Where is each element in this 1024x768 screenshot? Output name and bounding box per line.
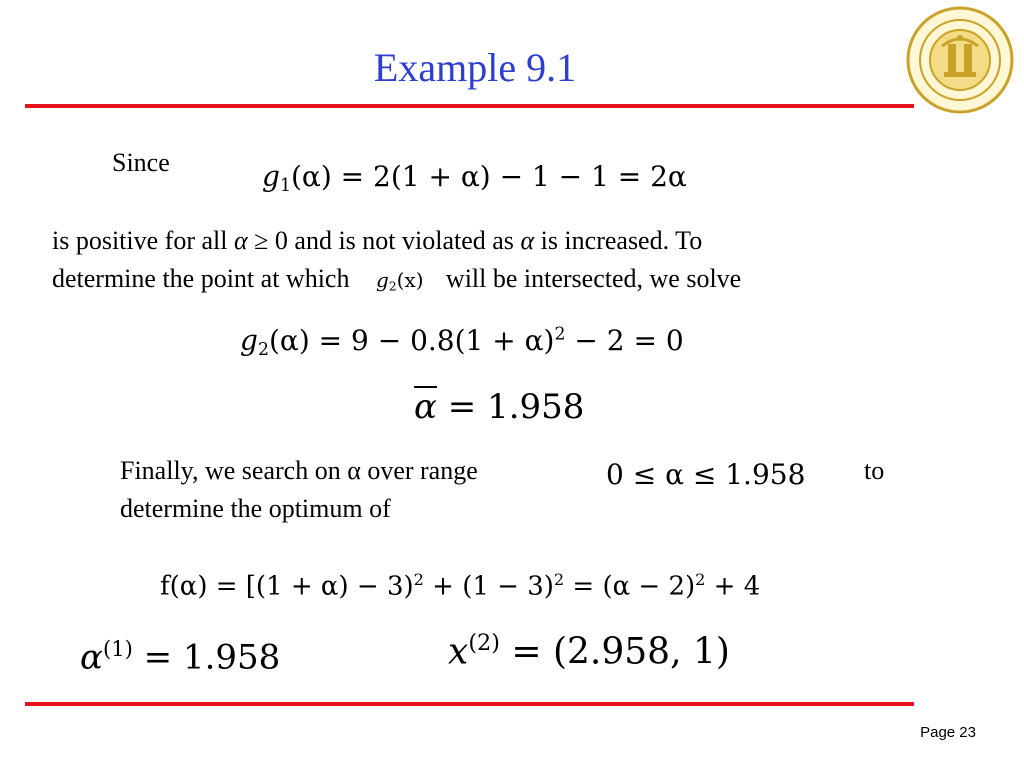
equation-f: $f(\alpha) = [(1 + \alpha) - 3)^2 + (1 - 3)^2 = (\alpha - 2)^2 + 4$	[160, 570, 761, 602]
paragraph-line-2: determine the point at which $g_2(x)$ will be intersected, we solve	[52, 264, 742, 294]
paragraph2-line-2: determine the optimum of	[120, 494, 391, 523]
paragraph2-line-1: Finally, we search on α over range	[120, 456, 478, 485]
equation-g1: $g_1(\alpha) = 2(1 + \alpha) - 1 - 1 = 2\alpha$	[262, 160, 687, 197]
g2x-inline-math: $g_2(x)$	[375, 268, 424, 294]
since-label: Since	[112, 148, 170, 177]
range-inequality: 0 ≤ α ≤ 1.958	[606, 458, 806, 491]
page-number: Page 23	[920, 724, 976, 741]
paragraph2-to: to	[864, 456, 885, 485]
slide-title: Example 9.1	[373, 45, 577, 90]
bottom-divider	[25, 702, 914, 706]
paragraph-line-1: is positive for all α ≥ 0 and is not violated as α is increased. To	[52, 226, 703, 255]
equation-alpha-bar: α = 1.958	[414, 387, 585, 427]
equation-alpha1: $\alpha^{(1)} = 1.958$	[80, 636, 281, 678]
equation-x2: $x^{(2)} = (2.958$, 1)	[448, 630, 730, 673]
top-divider	[25, 104, 914, 108]
university-seal-logo	[906, 6, 1014, 114]
equation-g2: $g_2(\alpha) = 9 - 0.8(1 + \alpha)^2 - 2 = 0$	[240, 324, 684, 361]
